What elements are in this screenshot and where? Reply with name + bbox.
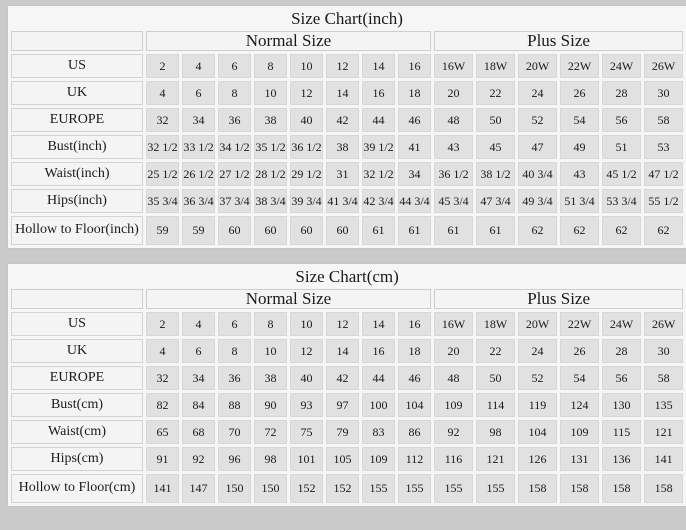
size-value-cell: 155 <box>434 474 473 503</box>
size-value-cell: 97 <box>326 393 359 417</box>
size-value-cell: 40 3/4 <box>518 162 557 186</box>
size-value-cell: 98 <box>476 420 515 444</box>
size-value-cell: 72 <box>254 420 287 444</box>
size-value-cell: 32 1/2 <box>362 162 395 186</box>
size-value-cell: 44 3/4 <box>398 189 431 213</box>
size-value-cell: 61 <box>434 216 473 245</box>
size-value-cell: 10 <box>290 312 323 336</box>
size-value-cell: 141 <box>146 474 179 503</box>
size-value-cell: 79 <box>326 420 359 444</box>
size-value-cell: 152 <box>290 474 323 503</box>
size-value-cell: 44 <box>362 366 395 390</box>
size-value-cell: 90 <box>254 393 287 417</box>
row-label: US <box>11 312 143 336</box>
size-value-cell: 61 <box>398 216 431 245</box>
size-value-cell: 10 <box>290 54 323 78</box>
size-value-cell: 101 <box>290 447 323 471</box>
size-value-cell: 62 <box>518 216 557 245</box>
size-value-cell: 44 <box>362 108 395 132</box>
size-value-cell: 116 <box>434 447 473 471</box>
table-row <box>11 447 683 471</box>
table-row <box>11 54 683 78</box>
size-value-cell: 6 <box>182 339 215 363</box>
size-value-cell: 47 1/2 <box>644 162 683 186</box>
row-label: Hips(inch) <box>11 189 143 213</box>
size-value-cell: 155 <box>476 474 515 503</box>
size-value-cell: 35 3/4 <box>146 189 179 213</box>
size-value-cell: 61 <box>476 216 515 245</box>
size-value-cell: 59 <box>146 216 179 245</box>
size-value-cell: 12 <box>290 339 323 363</box>
table-row <box>11 216 683 245</box>
size-value-cell: 62 <box>560 216 599 245</box>
size-value-cell: 26W <box>644 54 683 78</box>
size-value-cell: 38 3/4 <box>254 189 287 213</box>
table-row <box>11 339 683 363</box>
size-value-cell: 150 <box>218 474 251 503</box>
size-value-cell: 45 3/4 <box>434 189 473 213</box>
row-label: Bust(cm) <box>11 393 143 417</box>
size-value-cell: 14 <box>326 81 359 105</box>
size-value-cell: 136 <box>602 447 641 471</box>
size-value-cell: 56 <box>602 108 641 132</box>
size-value-cell: 52 <box>518 108 557 132</box>
size-value-cell: 60 <box>218 216 251 245</box>
size-value-cell: 131 <box>560 447 599 471</box>
size-value-cell: 88 <box>218 393 251 417</box>
size-value-cell: 82 <box>146 393 179 417</box>
size-value-cell: 62 <box>644 216 683 245</box>
size-value-cell: 47 <box>518 135 557 159</box>
size-value-cell: 16 <box>398 312 431 336</box>
size-value-cell: 58 <box>644 108 683 132</box>
size-value-cell: 16 <box>398 54 431 78</box>
table-row <box>11 474 683 503</box>
size-value-cell: 14 <box>326 339 359 363</box>
size-value-cell: 28 1/2 <box>254 162 287 186</box>
size-value-cell: 75 <box>290 420 323 444</box>
size-value-cell: 4 <box>182 54 215 78</box>
size-value-cell: 54 <box>560 108 599 132</box>
size-value-cell: 36 3/4 <box>182 189 215 213</box>
size-value-cell: 22W <box>560 312 599 336</box>
table-row <box>11 393 683 417</box>
size-value-cell: 49 3/4 <box>518 189 557 213</box>
size-value-cell: 51 <box>602 135 641 159</box>
size-value-cell: 34 <box>182 366 215 390</box>
size-value-cell: 104 <box>518 420 557 444</box>
size-value-cell: 83 <box>362 420 395 444</box>
size-value-cell: 155 <box>362 474 395 503</box>
size-value-cell: 91 <box>146 447 179 471</box>
size-value-cell: 96 <box>218 447 251 471</box>
size-value-cell: 36 <box>218 108 251 132</box>
size-value-cell: 152 <box>326 474 359 503</box>
size-value-cell: 130 <box>602 393 641 417</box>
size-value-cell: 33 1/2 <box>182 135 215 159</box>
corner-cell <box>11 289 143 309</box>
size-value-cell: 150 <box>254 474 287 503</box>
row-label: EUROPE <box>11 366 143 390</box>
size-value-cell: 114 <box>476 393 515 417</box>
table-row <box>11 162 683 186</box>
size-value-cell: 18 <box>398 339 431 363</box>
size-value-cell: 28 <box>602 339 641 363</box>
size-value-cell: 38 <box>254 366 287 390</box>
size-value-cell: 27 1/2 <box>218 162 251 186</box>
row-label: US <box>11 54 143 78</box>
size-value-cell: 68 <box>182 420 215 444</box>
size-value-cell: 31 <box>326 162 359 186</box>
size-value-cell: 42 <box>326 108 359 132</box>
size-value-cell: 38 1/2 <box>476 162 515 186</box>
size-value-cell: 32 <box>146 366 179 390</box>
size-value-cell: 51 3/4 <box>560 189 599 213</box>
size-value-cell: 26 <box>560 81 599 105</box>
size-value-cell: 56 <box>602 366 641 390</box>
size-value-cell: 6 <box>182 81 215 105</box>
size-value-cell: 30 <box>644 81 683 105</box>
size-value-cell: 158 <box>560 474 599 503</box>
size-value-cell: 158 <box>644 474 683 503</box>
size-value-cell: 6 <box>218 312 251 336</box>
size-group-header: Normal Size <box>146 289 431 309</box>
size-value-cell: 8 <box>254 312 287 336</box>
size-value-cell: 8 <box>218 81 251 105</box>
size-value-cell: 47 3/4 <box>476 189 515 213</box>
size-value-cell: 26W <box>644 312 683 336</box>
size-value-cell: 36 1/2 <box>434 162 473 186</box>
size-value-cell: 35 1/2 <box>254 135 287 159</box>
size-value-cell: 158 <box>602 474 641 503</box>
size-value-cell: 40 <box>290 108 323 132</box>
size-value-cell: 54 <box>560 366 599 390</box>
size-value-cell: 92 <box>434 420 473 444</box>
table-row <box>11 420 683 444</box>
size-value-cell: 16W <box>434 54 473 78</box>
size-group-header: Plus Size <box>434 31 683 51</box>
size-value-cell: 24 <box>518 81 557 105</box>
size-value-cell: 30 <box>644 339 683 363</box>
size-value-cell: 100 <box>362 393 395 417</box>
size-value-cell: 16W <box>434 312 473 336</box>
size-value-cell: 24 <box>518 339 557 363</box>
size-value-cell: 86 <box>398 420 431 444</box>
size-value-cell: 26 1/2 <box>182 162 215 186</box>
size-value-cell: 26 <box>560 339 599 363</box>
row-label: Hollow to Floor(inch) <box>11 216 143 245</box>
size-value-cell: 112 <box>398 447 431 471</box>
size-value-cell: 4 <box>182 312 215 336</box>
size-value-cell: 22 <box>476 81 515 105</box>
size-value-cell: 22W <box>560 54 599 78</box>
size-chart-cm-table <box>7 263 686 507</box>
size-value-cell: 60 <box>326 216 359 245</box>
size-value-cell: 121 <box>644 420 683 444</box>
row-label: UK <box>11 339 143 363</box>
size-value-cell: 39 1/2 <box>362 135 395 159</box>
size-value-cell: 104 <box>398 393 431 417</box>
size-value-cell: 34 <box>398 162 431 186</box>
size-value-cell: 32 <box>146 108 179 132</box>
size-value-cell: 155 <box>398 474 431 503</box>
size-value-cell: 29 1/2 <box>290 162 323 186</box>
size-value-cell: 36 1/2 <box>290 135 323 159</box>
size-value-cell: 36 <box>218 366 251 390</box>
size-value-cell: 53 <box>644 135 683 159</box>
size-value-cell: 109 <box>362 447 395 471</box>
table-row <box>11 81 683 105</box>
size-value-cell: 124 <box>560 393 599 417</box>
table-title: Size Chart(cm) <box>11 267 683 286</box>
row-label: UK <box>11 81 143 105</box>
size-value-cell: 34 1/2 <box>218 135 251 159</box>
size-value-cell: 58 <box>644 366 683 390</box>
size-value-cell: 50 <box>476 108 515 132</box>
size-value-cell: 18 <box>398 81 431 105</box>
size-value-cell: 93 <box>290 393 323 417</box>
size-value-cell: 28 <box>602 81 641 105</box>
size-value-cell: 70 <box>218 420 251 444</box>
size-value-cell: 2 <box>146 54 179 78</box>
size-value-cell: 42 <box>326 366 359 390</box>
table-row <box>11 135 683 159</box>
row-label: Waist(cm) <box>11 420 143 444</box>
size-value-cell: 14 <box>362 54 395 78</box>
size-value-cell: 25 1/2 <box>146 162 179 186</box>
size-value-cell: 37 3/4 <box>218 189 251 213</box>
size-value-cell: 41 3/4 <box>326 189 359 213</box>
size-value-cell: 141 <box>644 447 683 471</box>
size-value-cell: 16 <box>362 81 395 105</box>
row-label: EUROPE <box>11 108 143 132</box>
size-value-cell: 8 <box>254 54 287 78</box>
size-value-cell: 55 1/2 <box>644 189 683 213</box>
table-row <box>11 366 683 390</box>
size-value-cell: 8 <box>218 339 251 363</box>
size-value-cell: 92 <box>182 447 215 471</box>
size-value-cell: 4 <box>146 339 179 363</box>
row-label: Waist(inch) <box>11 162 143 186</box>
size-value-cell: 2 <box>146 312 179 336</box>
size-value-cell: 4 <box>146 81 179 105</box>
size-value-cell: 10 <box>254 339 287 363</box>
size-value-cell: 50 <box>476 366 515 390</box>
size-value-cell: 24W <box>602 54 641 78</box>
size-value-cell: 20 <box>434 81 473 105</box>
size-value-cell: 65 <box>146 420 179 444</box>
size-value-cell: 135 <box>644 393 683 417</box>
table-row <box>11 312 683 336</box>
size-value-cell: 48 <box>434 366 473 390</box>
size-value-cell: 60 <box>254 216 287 245</box>
size-value-cell: 12 <box>326 312 359 336</box>
size-value-cell: 40 <box>290 366 323 390</box>
size-group-header: Plus Size <box>434 289 683 309</box>
size-value-cell: 46 <box>398 108 431 132</box>
size-value-cell: 84 <box>182 393 215 417</box>
size-value-cell: 158 <box>518 474 557 503</box>
row-label: Hips(cm) <box>11 447 143 471</box>
size-value-cell: 24W <box>602 312 641 336</box>
size-value-cell: 105 <box>326 447 359 471</box>
size-value-cell: 147 <box>182 474 215 503</box>
size-value-cell: 98 <box>254 447 287 471</box>
size-value-cell: 115 <box>602 420 641 444</box>
size-value-cell: 61 <box>362 216 395 245</box>
size-value-cell: 14 <box>362 312 395 336</box>
size-group-header: Normal Size <box>146 31 431 51</box>
size-value-cell: 109 <box>434 393 473 417</box>
size-value-cell: 10 <box>254 81 287 105</box>
size-chart-inch-table <box>7 5 686 249</box>
size-value-cell: 49 <box>560 135 599 159</box>
size-value-cell: 46 <box>398 366 431 390</box>
size-value-cell: 20W <box>518 54 557 78</box>
size-value-cell: 43 <box>434 135 473 159</box>
size-value-cell: 45 <box>476 135 515 159</box>
size-value-cell: 6 <box>218 54 251 78</box>
table-title: Size Chart(inch) <box>11 9 683 28</box>
size-value-cell: 109 <box>560 420 599 444</box>
size-value-cell: 62 <box>602 216 641 245</box>
size-value-cell: 38 <box>254 108 287 132</box>
size-value-cell: 119 <box>518 393 557 417</box>
table-row <box>11 108 683 132</box>
size-value-cell: 45 1/2 <box>602 162 641 186</box>
size-value-cell: 39 3/4 <box>290 189 323 213</box>
size-value-cell: 60 <box>290 216 323 245</box>
size-value-cell: 42 3/4 <box>362 189 395 213</box>
size-value-cell: 20 <box>434 339 473 363</box>
size-value-cell: 32 1/2 <box>146 135 179 159</box>
size-value-cell: 43 <box>560 162 599 186</box>
row-label: Hollow to Floor(cm) <box>11 474 143 503</box>
size-value-cell: 20W <box>518 312 557 336</box>
size-value-cell: 18W <box>476 54 515 78</box>
size-value-cell: 34 <box>182 108 215 132</box>
size-value-cell: 18W <box>476 312 515 336</box>
size-value-cell: 53 3/4 <box>602 189 641 213</box>
size-value-cell: 12 <box>326 54 359 78</box>
size-value-cell: 52 <box>518 366 557 390</box>
size-value-cell: 12 <box>290 81 323 105</box>
size-value-cell: 38 <box>326 135 359 159</box>
size-value-cell: 48 <box>434 108 473 132</box>
size-value-cell: 59 <box>182 216 215 245</box>
size-value-cell: 41 <box>398 135 431 159</box>
table-row <box>11 189 683 213</box>
size-value-cell: 22 <box>476 339 515 363</box>
row-label: Bust(inch) <box>11 135 143 159</box>
size-value-cell: 126 <box>518 447 557 471</box>
corner-cell <box>11 31 143 51</box>
size-value-cell: 16 <box>362 339 395 363</box>
size-value-cell: 121 <box>476 447 515 471</box>
